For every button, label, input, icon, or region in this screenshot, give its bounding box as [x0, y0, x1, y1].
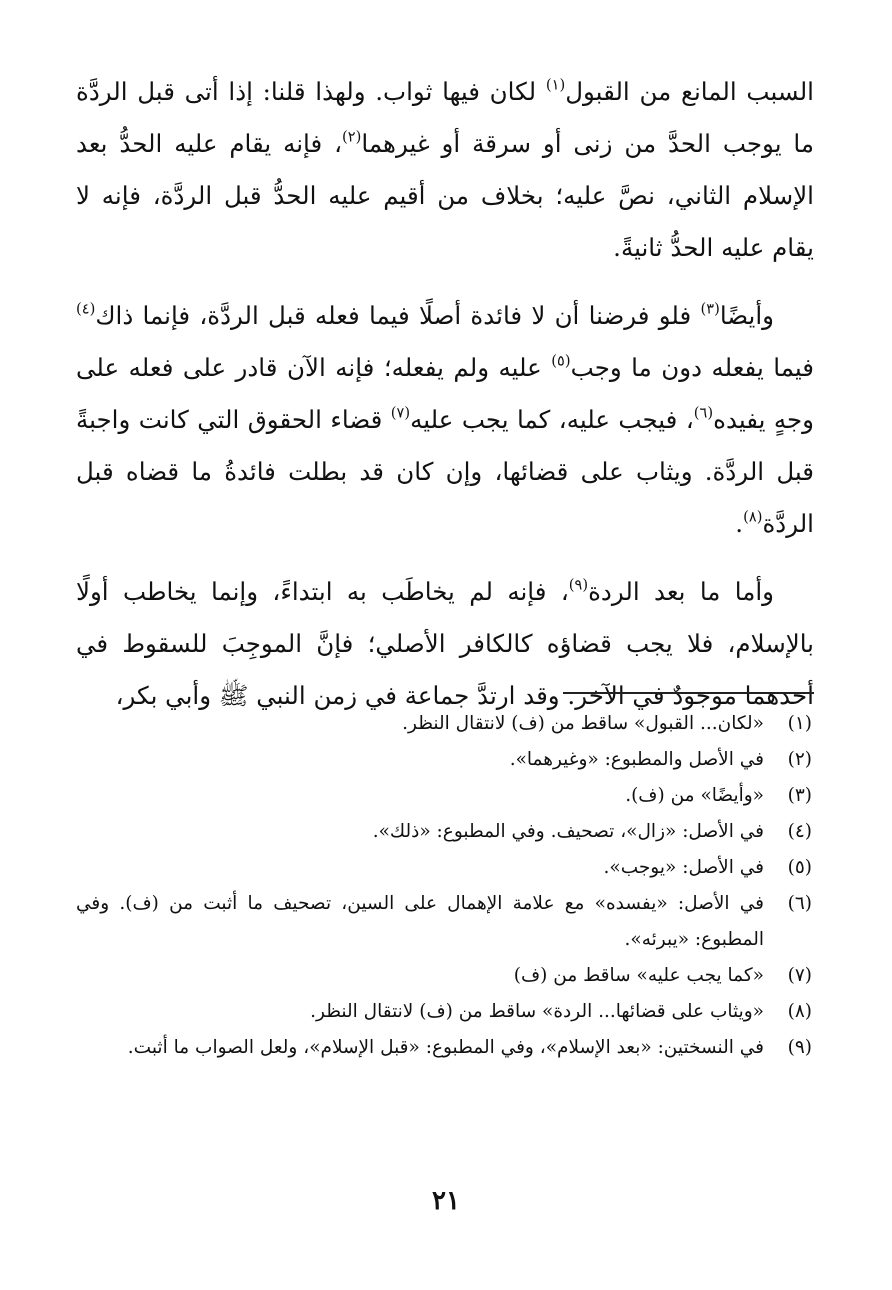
text-run: ، فيجب عليه، كما يجب عليه	[410, 405, 694, 434]
page-number: ٢١	[432, 1186, 460, 1216]
text-run: فيما يفعله دون ما وجب	[570, 353, 814, 382]
footnote-number: (٩)	[787, 1037, 812, 1058]
paragraph	[76, 566, 814, 722]
text-run: وأيضًا	[719, 301, 774, 330]
footnote-number: (٨)	[787, 1001, 812, 1022]
footnote-item	[76, 1030, 814, 1066]
footnote-text: في الأصل: «يوجب».	[603, 857, 764, 878]
footnote-text: في الأصل: «يفسده» مع علامة الإهمال على السين، تصحيف ما أثبت من (ف). وفي المطبوع: «يبرئه».	[76, 893, 764, 950]
footnote-text: «كما يجب عليه» ساقط من (ف)	[513, 965, 764, 986]
footnote-text: «ويثاب على قضائها... الردة» ساقط من (ف) لانتقال النظر.	[310, 1001, 764, 1022]
footnotes-list	[76, 706, 814, 1066]
footnote-ref[interactable]: (٥)	[551, 352, 571, 370]
footnote-ref[interactable]: (٦)	[693, 404, 714, 422]
text-run: السبب المانع من القبول	[565, 77, 814, 106]
footnote-item	[76, 886, 814, 958]
text-run: ، فإنه يقام عليه الحدُّ بعد الإسلام الثاني، نصَّ عليه؛ بخلاف من أقيم عليه الحدُّ قبل الردَّة، فإنه لا يقام عليه الحدُّ ثانيةً.	[76, 129, 814, 262]
text-run: فلو فرضنا أن لا فائدة أصلًا فيما فعله قبل الردَّة، فإنما ذاك	[95, 301, 701, 330]
footnote-item	[76, 814, 814, 850]
footnote-number: (٢)	[787, 749, 812, 770]
footnote-text: في النسختين: «بعد الإسلام»، وفي المطبوع: «قبل الإسلام»، ولعل الصواب ما أثبت.	[127, 1037, 764, 1058]
footnote-text: «لكان... القبول» ساقط من (ف) لانتقال النظر.	[402, 713, 764, 734]
footnote-ref[interactable]: (٧)	[390, 404, 411, 422]
footnote-ref[interactable]: (٣)	[700, 300, 720, 318]
footnote-number: (٥)	[787, 857, 812, 878]
text-run: قضاء الحقوق التي كانت واجبةً قبل الردَّة. ويثاب على قضائها، وإن كان قد بطلت فائدةُ ما قضاه قبل الردَّة	[76, 405, 814, 538]
footnote-ref[interactable]: (٤)	[76, 300, 96, 318]
footnote-number: (٦)	[787, 893, 812, 914]
footnote-separator	[563, 692, 814, 694]
footnote-item	[76, 778, 814, 814]
footnote-number: (٣)	[787, 785, 812, 806]
footnote-text: في الأصل: «زال»، تصحيف. وفي المطبوع: «ذلك».	[372, 821, 764, 842]
paragraph	[76, 66, 814, 274]
text-run: عليه ولم يفعله؛ فإنه الآن قادر على فعله على وجهٍ يفيده	[76, 353, 814, 434]
footnote-number: (١)	[787, 713, 812, 734]
footnote-item	[76, 850, 814, 886]
footnote-ref[interactable]: (١)	[545, 76, 566, 94]
footnote-ref[interactable]: (٢)	[342, 128, 362, 146]
text-run: وأما ما بعد الردة	[588, 577, 775, 606]
text-run: ، فإنه لم يخاطَب به ابتداءً، وإنما يخاطب أولًا بالإسلام، فلا يجب قضاؤه كالكافر الأصلي؛ فإنَّ الموجِبَ للسقوط في أحدهما موجودٌ في الآخر. وقد ارتدَّ جماعة في زمن النبي ﷺ وأبي بكر،	[76, 577, 814, 710]
paragraph	[76, 290, 814, 550]
footnote-ref[interactable]: (٩)	[568, 576, 589, 594]
text-run: .	[735, 509, 744, 538]
footnote-item	[76, 958, 814, 994]
text-run: لكان فيها ثواب. ولهذا قلنا: إذا أتى قبل الردَّة ما يوجب الحدَّ من زنى أو سرقة أو غيرهما	[76, 77, 814, 158]
footnote-item	[76, 742, 814, 778]
main-text	[76, 66, 814, 722]
footnote-ref[interactable]: (٨)	[743, 508, 763, 526]
footnote-number: (٤)	[787, 821, 812, 842]
footnote-text: «وأيضًا» من (ف).	[625, 785, 764, 806]
footnote-number: (٧)	[787, 965, 812, 986]
footnote-text: في الأصل والمطبوع: «وغيرهما».	[509, 749, 764, 770]
footnote-item	[76, 994, 814, 1030]
footnote-item	[76, 706, 814, 742]
